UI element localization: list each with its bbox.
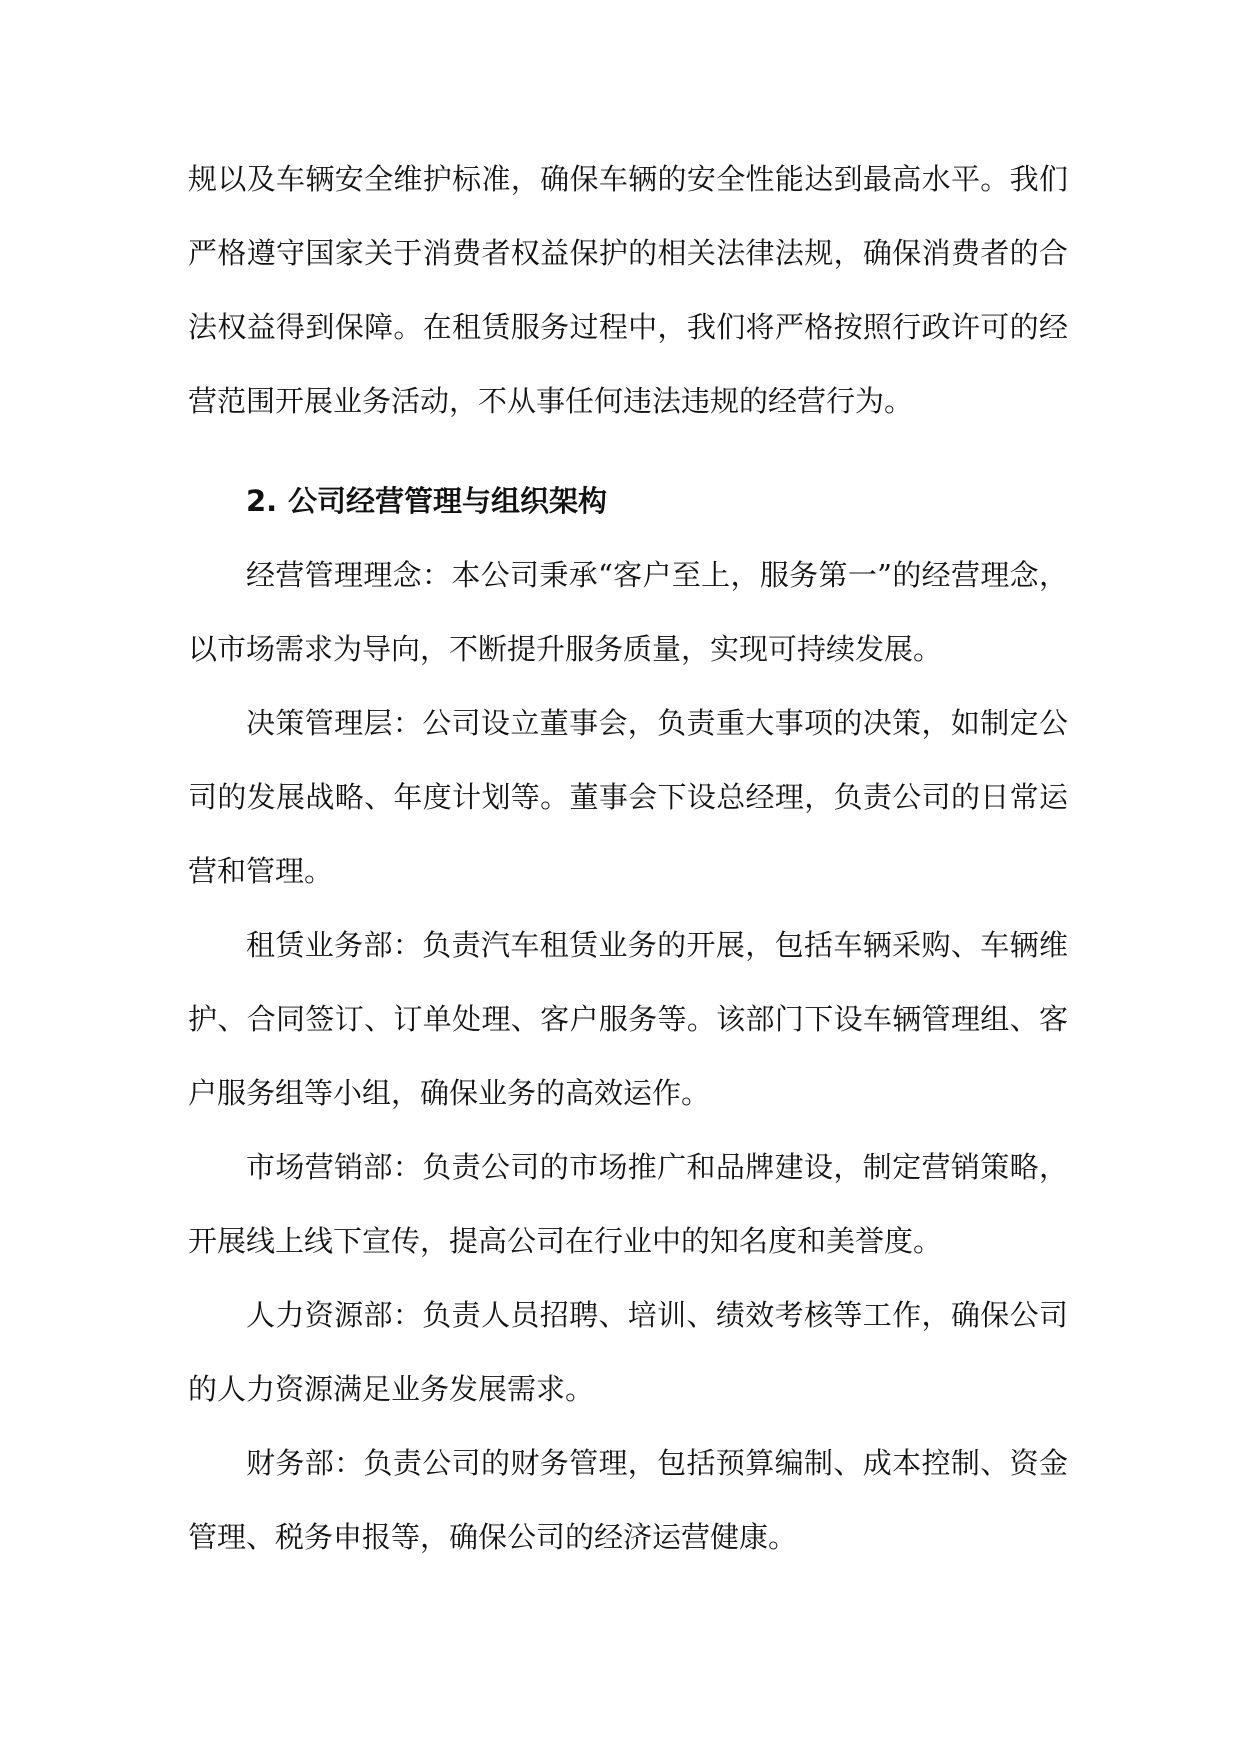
document-body [188,142,1068,1574]
paragraph-leasing-department: 租赁业务部：负责汽车租赁业务的开展，包括车辆采购、车辆维护、合同签订、订单处理、客户服务等。该部门下设车辆管理组、客户服务组等小组，确保业务的高效运作。 [188,928,1068,1110]
paragraph-decision-management: 决策管理层：公司设立董事会，负责重大事项的决策，如制定公司的发展战略、年度计划等。董事会下设总经理，负责公司的日常运营和管理。 [188,706,1068,888]
paragraph-finance-department: 财务部：负责公司的财务管理，包括预算编制、成本控制、资金管理、税务申报等，确保公司的经济运营健康。 [188,1446,1068,1554]
paragraph-management-philosophy: 经营管理理念：本公司秉承“客户至上，服务第一”的经营理念，以市场需求为导向，不断提升服务质量，实现可持续发展。 [188,558,1068,666]
paragraph-marketing-department: 市场营销部：负责公司的市场推广和品牌建设，制定营销策略，开展线上线下宣传，提高公司在行业中的知名度和美誉度。 [188,1150,1068,1258]
paragraph-hr-department: 人力资源部：负责人员招聘、培训、绩效考核等工作，确保公司的人力资源满足业务发展需求。 [188,1298,1068,1406]
section-number: 2. [246,484,278,518]
section-title: 公司经营管理与组织架构 [288,484,608,518]
intro-paragraph: 规以及车辆安全维护标准，确保车辆的安全性能达到最高水平。我们严格遵守国家关于消费者权益保护的相关法律法规，确保消费者的合法权益得到保障。在租赁服务过程中，我们将严格按照行政许可的经营范围开展业务活动，不从事任何违法违规的经营行为。 [188,162,1068,418]
section-heading [188,464,1068,538]
